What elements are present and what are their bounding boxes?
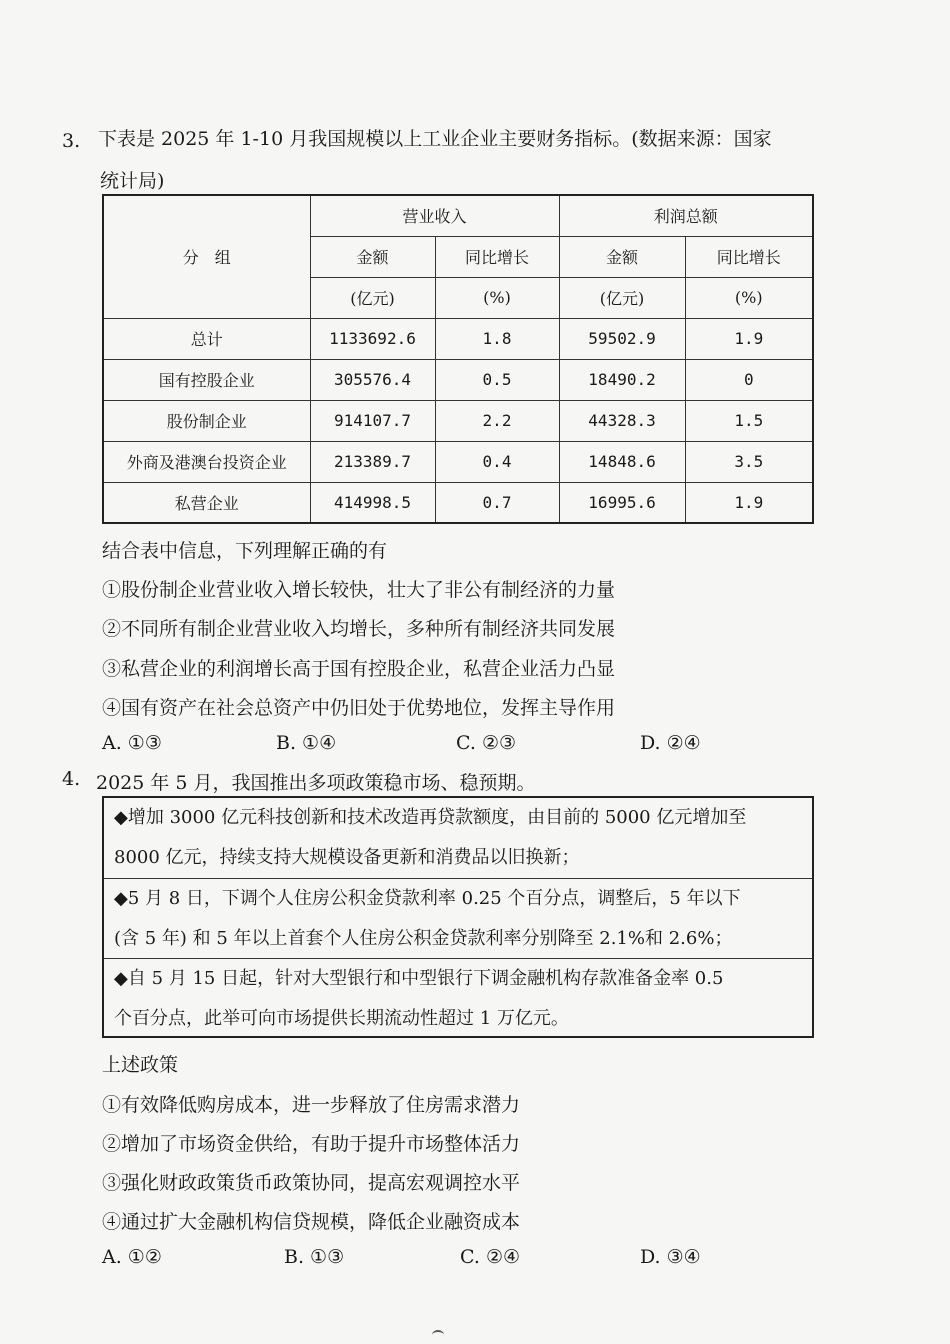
policy-item [104,798,812,879]
q4-statement-4: ④通过扩大金融机构信贷规模，降低企业融资成本 [102,1211,521,1233]
q3-option-a[interactable]: A. ①③ [102,732,162,754]
row-profit-amount: 18490.2 [559,359,685,400]
row-rev-growth: 1.8 [435,318,559,359]
revenue-growth-label: 同比增长 [435,236,559,277]
q4-option-c[interactable]: C. ②④ [460,1246,521,1268]
row-rev-amount: 305576.4 [310,359,435,400]
policy-line: (含 5 年) 和 5 年以上首套个人住房公积金贷款利率分别降至 2.1%和 2.6%； [114,928,733,949]
revenue-growth-unit: (%) [435,277,559,318]
q4-option-b[interactable]: B. ①③ [284,1246,345,1268]
q4-number: 4. [62,768,81,790]
table-row [103,482,813,523]
row-profit-amount: 14848.6 [559,441,685,482]
q3-option-d[interactable]: D. ②④ [640,732,701,754]
q3-option-b[interactable]: B. ①④ [276,732,337,754]
row-profit-amount: 59502.9 [559,318,685,359]
q4-prompt: 上述政策 [102,1054,179,1076]
q4-option-a[interactable]: A. ①② [102,1246,162,1268]
row-profit-growth: 3.5 [685,441,813,482]
row-rev-amount: 1133692.6 [310,318,435,359]
q3-statement-3: ③私营企业的利润增长高于国有控股企业，私营企业活力凸显 [102,658,616,680]
q3-number: 3. [62,130,81,152]
profit-amount-label: 金额 [559,236,685,277]
q4-statement-1: ①有效降低购房成本，进一步释放了住房需求潜力 [102,1094,521,1116]
row-rev-growth: 2.2 [435,400,559,441]
q3-prompt: 结合表中信息，下列理解正确的有 [102,540,388,562]
row-rev-growth: 0.7 [435,482,559,523]
row-group: 私营企业 [103,482,310,523]
row-group: 总计 [103,318,310,359]
profit-growth-unit: (%) [685,277,813,318]
q3-option-c[interactable]: C. ②③ [456,732,517,754]
profit-growth-label: 同比增长 [685,236,813,277]
row-profit-growth: 1.9 [685,482,813,523]
row-rev-growth: 0.5 [435,359,559,400]
row-profit-amount: 44328.3 [559,400,685,441]
q4-statement-3: ③强化财政政策货币政策协同，提高宏观调控水平 [102,1172,521,1194]
row-profit-amount: 16995.6 [559,482,685,523]
group-header: 分 组 [103,195,310,318]
policy-item [104,959,812,1037]
row-rev-growth: 0.4 [435,441,559,482]
revenue-header: 营业收入 [310,195,559,236]
profit-amount-unit: (亿元) [559,277,685,318]
row-rev-amount: 914107.7 [310,400,435,441]
profit-header: 利润总额 [559,195,813,236]
q4-statement-2: ②增加了市场资金供给，有助于提升市场整体活力 [102,1133,521,1155]
revenue-amount-unit: (亿元) [310,277,435,318]
row-profit-growth: 0 [685,359,813,400]
q3-statement-2: ②不同所有制企业营业收入均增长，多种所有制经济共同发展 [102,618,616,640]
policy-line: ◆自 5 月 15 日起，针对大型银行和中型银行下调金融机构存款准备金率 0.5 [114,968,724,989]
policy-line: ◆增加 3000 亿元科技创新和技术改造再贷款额度，由目前的 5000 亿元增加至 [114,807,747,828]
table-row [103,359,813,400]
policy-item [104,879,812,959]
financial-indicators-table [102,194,814,524]
revenue-amount-label: 金额 [310,236,435,277]
row-group: 股份制企业 [103,400,310,441]
row-profit-growth: 1.9 [685,318,813,359]
q4-option-d[interactable]: D. ③④ [640,1246,701,1268]
row-rev-amount: 213389.7 [310,441,435,482]
q3-statement-1: ①股份制企业营业收入增长较快，壮大了非公有制经济的力量 [102,579,616,601]
policy-line: 8000 亿元，持续支持大规模设备更新和消费品以旧换新； [114,847,580,868]
row-group: 国有控股企业 [103,359,310,400]
q4-stem: 2025 年 5 月，我国推出多项政策稳市场、稳预期。 [96,772,536,794]
page-number-fragment [432,1330,444,1340]
table-row [103,318,813,359]
policy-line: 个百分点，此举可向市场提供长期流动性超过 1 万亿元。 [114,1008,569,1029]
row-rev-amount: 414998.5 [310,482,435,523]
q3-stem-line1: 下表是 2025 年 1-10 月我国规模以上工业企业主要财务指标。(数据来源：国家 [98,128,772,150]
row-profit-growth: 1.5 [685,400,813,441]
q3-statement-4: ④国有资产在社会总资产中仍旧处于优势地位，发挥主导作用 [102,697,616,719]
policy-box [102,796,814,1038]
row-group: 外商及港澳台投资企业 [103,441,310,482]
q3-stem-line2: 统计局) [100,170,165,192]
table-row [103,441,813,482]
policy-line: ◆5 月 8 日，下调个人住房公积金贷款利率 0.25 个百分点，调整后，5 年以下 [114,888,741,909]
table-row [103,400,813,441]
